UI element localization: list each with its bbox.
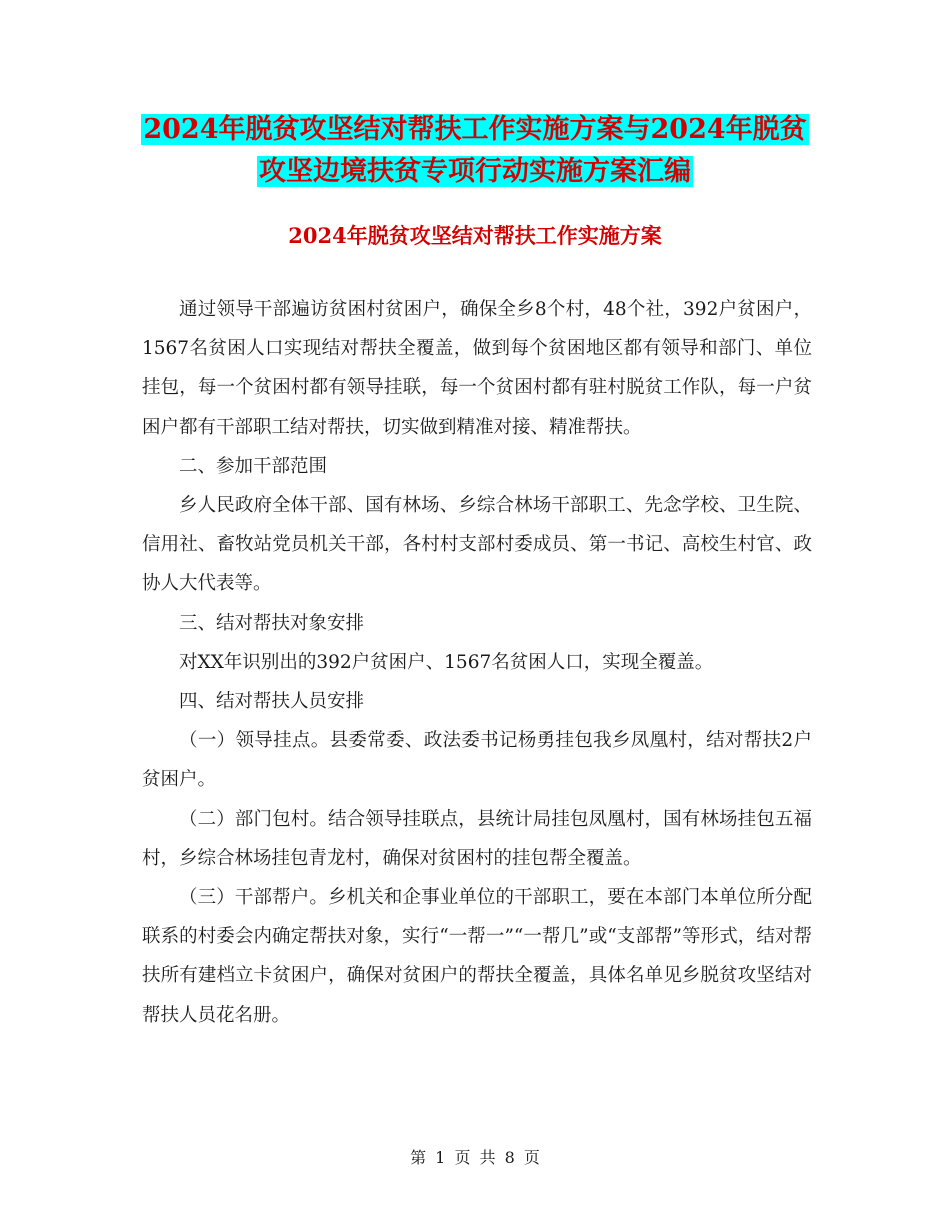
heading-cadre-scope: 二、参加干部范围 — [179, 455, 328, 477]
paragraph-department-village: （二）部门包村。结合领导挂联点，县统计局挂包凤凰村，国有林场挂包五福村，乡综合林场挂包青龙村，确保对贫困村的挂包帮全覆盖。 — [142, 808, 812, 869]
paragraph-cadre-household: （三）干部帮户。乡机关和企事业单位的干部职工，要在本部门本单位所分配联系的村委会内确定帮扶对象，实行“一帮一”“一帮几”或“支部帮”等形式，结对帮扶所有建档立卡贫困户，确保对贫困户的帮扶全覆盖，具体名单见乡脱贫攻坚结对帮扶人员花名册。 — [142, 887, 812, 1026]
document-title-line-2 — [0, 148, 950, 196]
heading-personnel-arrangement: 四、结对帮扶人员安排 — [179, 691, 365, 713]
paragraph-leader-point: （一）领导挂点。县委常委、政法委书记杨勇挂包我乡凤凰村，结对帮扶2户贫困户。 — [142, 730, 812, 791]
title-highlight-2: 攻坚边境扶贫专项行动实施方案汇编 — [259, 156, 691, 187]
document-title-line-1 — [0, 106, 950, 154]
section-title: 2024年脱贫攻坚结对帮扶工作实施方案 — [288, 223, 662, 248]
page-number-footer: 第 1 页 共 8 页 — [410, 1148, 540, 1167]
title-highlight-1: 2024年脱贫攻坚结对帮扶工作实施方案与2024年脱贫 — [143, 114, 807, 145]
paragraph-target-arrangement: 对XX年识别出的392户贫困户、1567名贫困人口，实现全覆盖。 — [179, 651, 714, 673]
paragraph-intro: 通过领导干部遍访贫困村贫困户，确保全乡8个村，48个社，392户贫困户，1567名贫困人口实现结对帮扶全覆盖，做到每个贫困地区都有领导和部门、单位挂包，每一个贫困村都有领导挂联，每一个贫困村都有驻村脱贫工作队，每一户贫困户都有干部职工结对帮扶，切实做到精准对接、精准帮扶。 — [142, 299, 812, 438]
heading-target-arrangement: 三、结对帮扶对象安排 — [179, 612, 365, 634]
paragraph-cadre-scope: 乡人民政府全体干部、国有林场、乡综合林场干部职工、先念学校、卫生院、信用社、畜牧站党员机关干部，各村村支部村委成员、第一书记、高校生村官、政协人大代表等。 — [142, 495, 812, 595]
document-body — [142, 290, 812, 1035]
